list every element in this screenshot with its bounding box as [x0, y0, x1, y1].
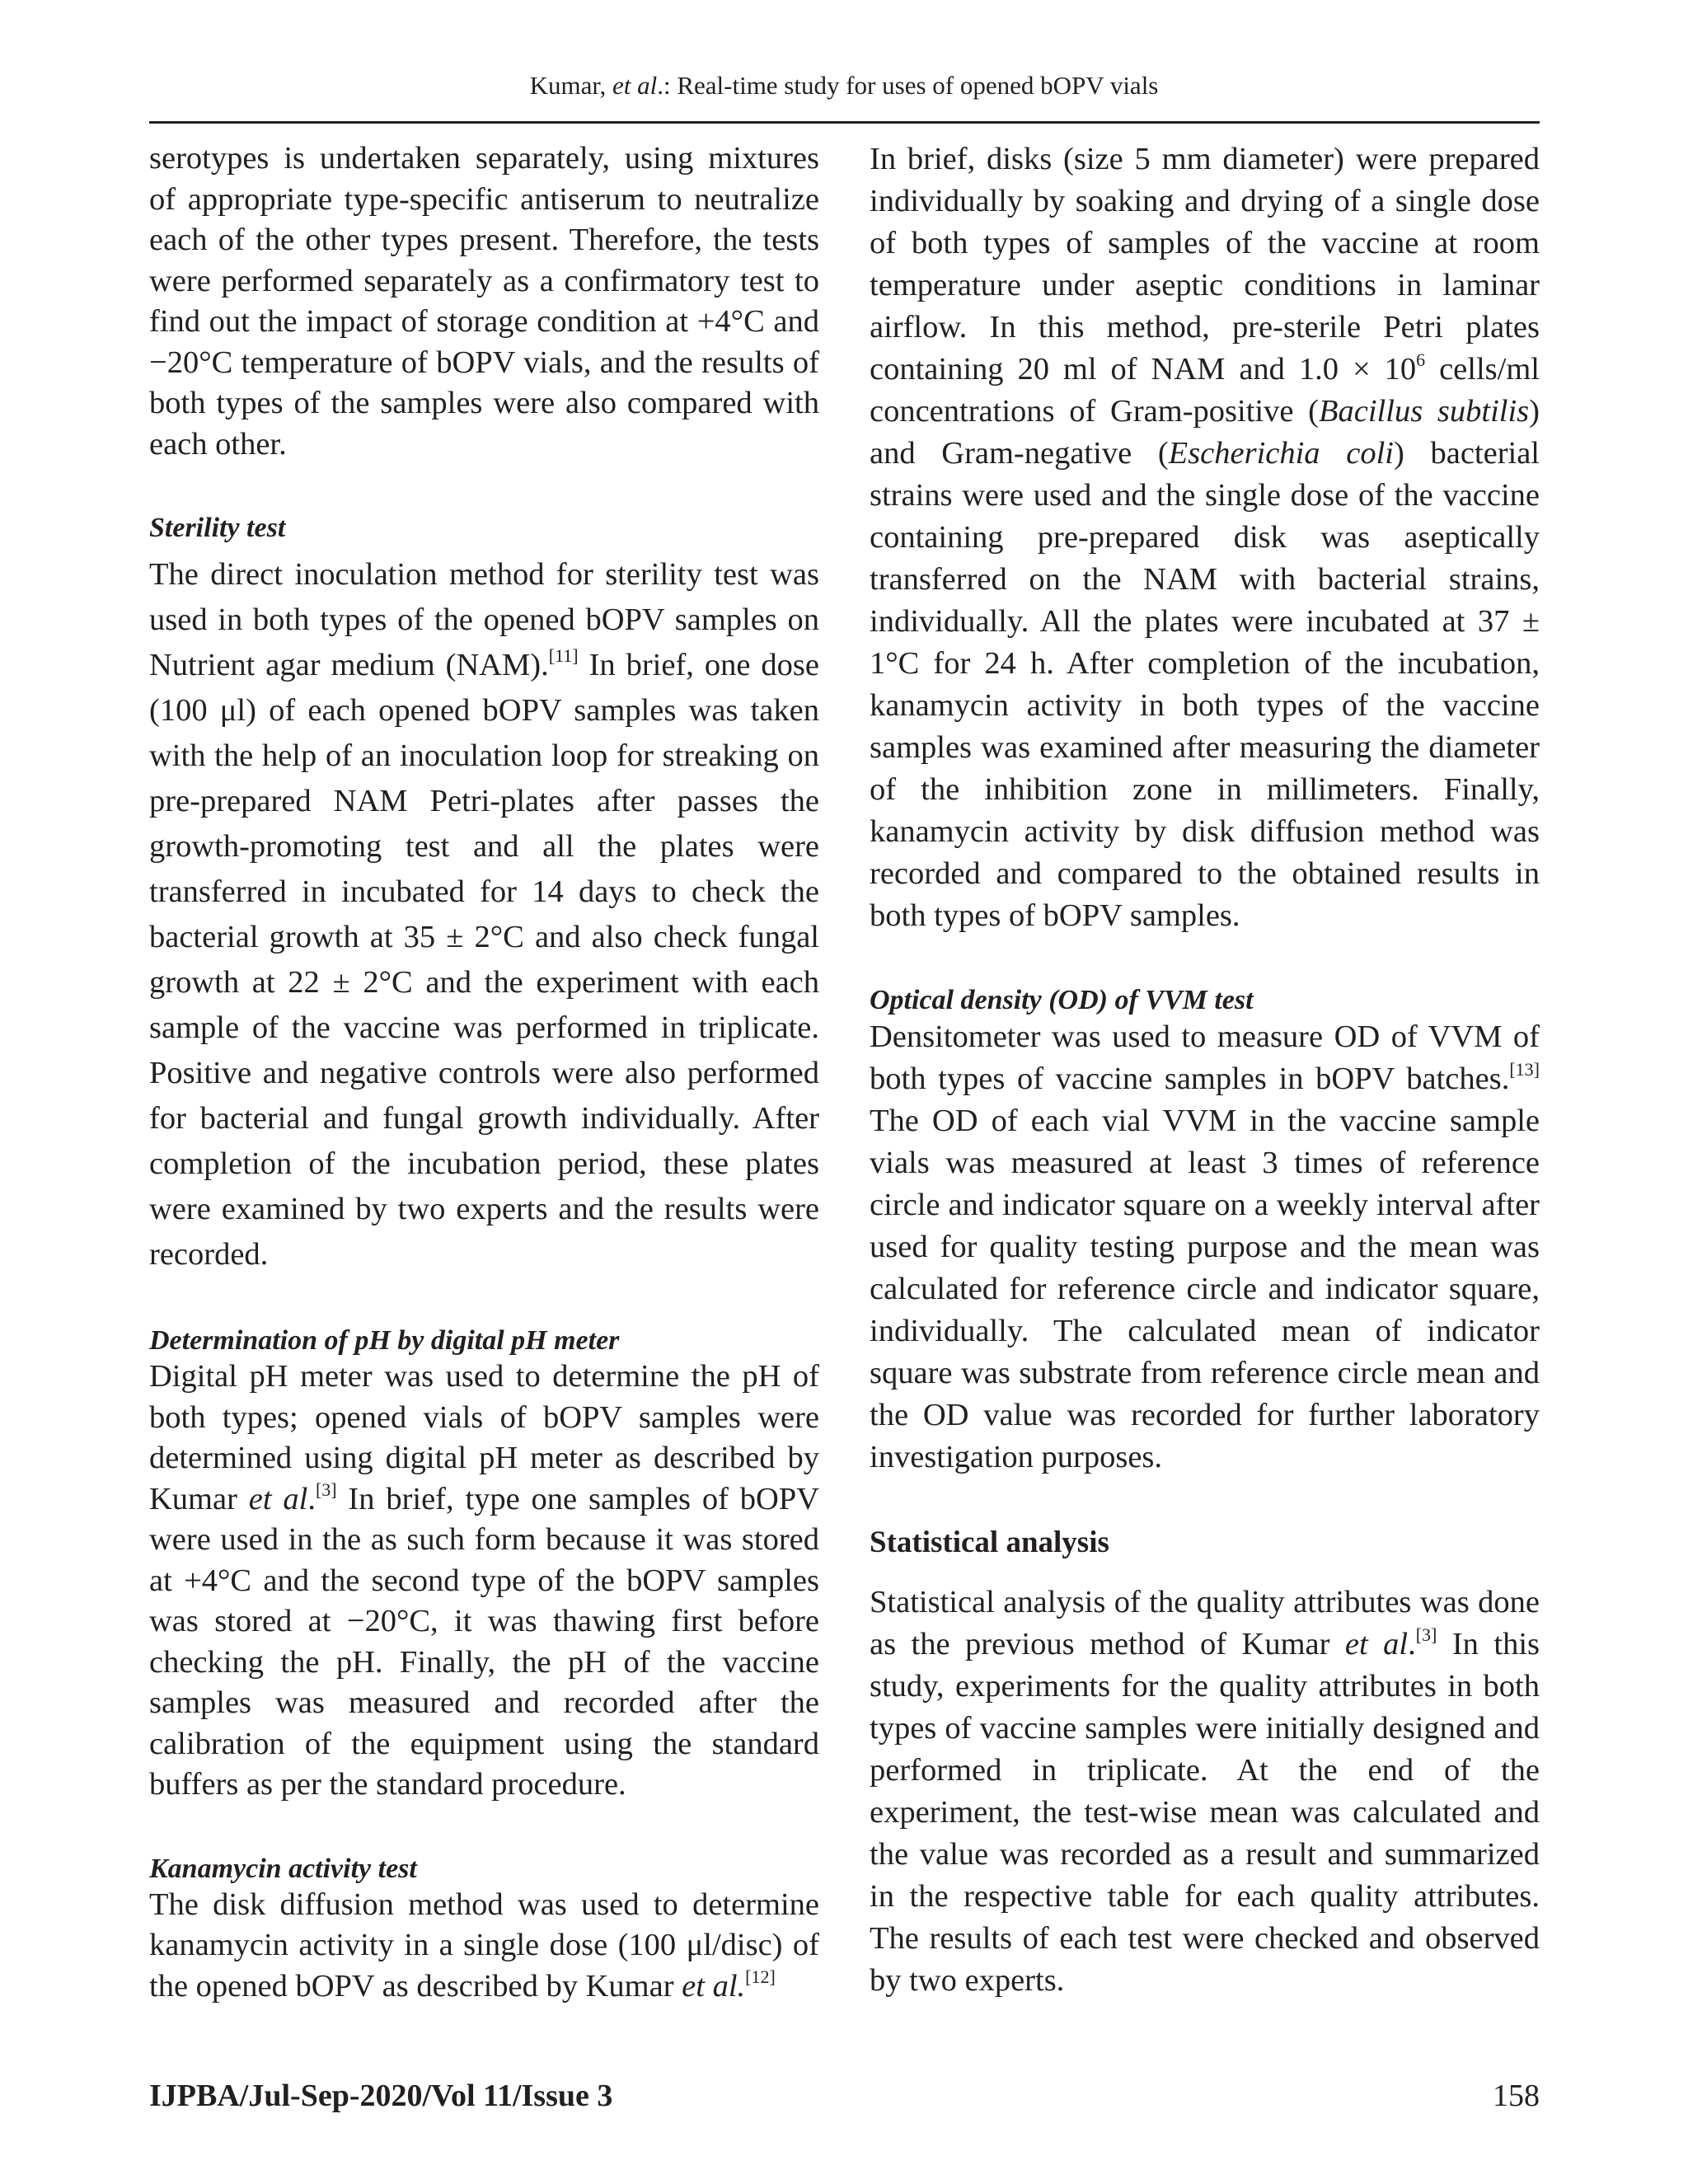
kanamycin-cont-text-b: cells/ml concentrations of Gram-positive ( [870, 352, 1540, 429]
kanamycin-heading: Kanamycin activity test [149, 1853, 417, 1884]
header-rule [149, 121, 1540, 124]
stat-text-b: In this study, experiments for the quality attributes in both types of vaccine samples were initially designed and performed in triplicate. At the end of the experiment, the test-wise mean was calculated and the value was recorded as a result and summarized in the respective table for each quality attributes. The results of each test were checked and observed by two experts. [870, 1627, 1540, 1998]
kanamycin-paragraph [149, 1885, 819, 2008]
sterility-text-b: In brief, one dose (100 μl) of each opened bOPV samples was taken with the help of an inoculation loop for streaking on pre-prepared NAM Petri-plates after passes the growth-promoting test and all the plates were transferred in incubated for 14 days to check the bacterial growth at 35 ± 2°C and also check fungal growth at 22 ± 2°C and the experiment with each sample of the vaccine was performed in triplicate. Positive and negative controls were also performed for bacterial and fungal growth individually. After completion of the incubation period, these plates were examined by two experts and the results were recorded. [149, 648, 819, 1272]
bacillus-subtilis: Bacillus subtilis [1319, 394, 1530, 429]
header-authors: Kumar, [529, 71, 612, 100]
ph-paragraph [149, 1357, 819, 1806]
citation-11: [11] [548, 645, 579, 666]
statistical-analysis-heading: Statistical analysis [870, 1526, 1109, 1559]
left-column [149, 138, 819, 2007]
citation-13: [13] [1509, 1059, 1540, 1080]
escherichia-coli: Escherichia coli [1168, 436, 1394, 471]
od-vvm-heading: Optical density (OD) of VVM test [870, 985, 1254, 1015]
ph-dot: . [307, 1481, 316, 1516]
journal-footer: IJPBA/Jul-Sep-2020/Vol 11/Issue 3 [149, 2079, 613, 2113]
running-header [0, 69, 1688, 102]
od-text-b: The OD of each vial VVM in the vaccine sample vials was measured at least 3 times of reference circle and indicator square on a weekly interval after used for quality testing purpose and the mean was calculated for reference circle and indicator square, individually. The calculated mean of indicator square was substrate from reference circle mean and the OD value was recorded for further laboratory investigation purposes. [870, 1104, 1540, 1474]
od-text-a: Densitometer was used to measure OD of VVM of both types of vaccine samples in bOPV batches. [870, 1019, 1540, 1096]
stat-et-al: et al [1344, 1627, 1409, 1661]
citation-12: [12] [745, 1966, 776, 1987]
kanamycin-cont-text-a: In brief, disks (size 5 mm diameter) were prepared individually by soaking and drying of a single dose of both types of samples of the vaccine at room temperature under aseptic conditions in laminar airflow. In this method, pre-sterile Petri plates containing 20 ml of NAM and 1.0 × 10 [870, 142, 1540, 387]
kanamycin-text-a: The disk diffusion method was used to determine kanamycin activity in a single dose (100 μl/disc) of the opened bOPV as described by Kumar [149, 1886, 819, 2004]
right-column [870, 138, 1540, 2002]
kanamycin-continued-paragraph [870, 138, 1540, 937]
kanamycin-cont-text-d: ) bacterial strains were used and the single dose of the vaccine containing pre-prepared disk was aseptically transferred on the NAM with bacterial strains, individually. All the plates were incubated at 37 ± 1°C for 24 h. After completion of the incubation, kanamycin activity in both types of the vaccine samples was examined after measuring the diameter of the inhibition zone in millimeters. Finally, kanamycin activity by disk diffusion method was recorded and compared to the obtained results in both types of bOPV samples. [870, 436, 1540, 933]
intro-paragraph: serotypes is undertaken separately, using mixtures of appropriate type-specific antiserum to neutralize each of the other types present. Therefore, the tests were performed separately as a confirmatory test to find out the impact of storage condition at +4°C and −20°C temperature of bOPV vials, and the results of both types of the samples were also compared with each other. [149, 141, 819, 462]
ph-heading: Determination of pH by digital pH meter [149, 1325, 620, 1356]
sterility-test-heading: Sterility test [149, 513, 286, 543]
ph-text-a: Digital pH meter was used to determine the pH of both types; opened vials of bOPV samples were determined using digital pH meter as described by Kumar [149, 1359, 819, 1516]
kanamycin-et-al: et al. [682, 1968, 746, 2004]
sterility-text-a: The direct inoculation method for sterility test was used in both types of the opened bOPV samples on Nutrient agar medium (NAM). [149, 557, 819, 682]
header-title: .: Real-time study for uses of opened bOPV vials [657, 71, 1159, 100]
stat-dot: . [1408, 1627, 1416, 1661]
statistical-analysis-paragraph [870, 1582, 1540, 2002]
exponent-6: 6 [1416, 349, 1426, 370]
kanamycin-cont-text-c: ) and Gram-negative ( [870, 394, 1540, 471]
citation-3: [3] [315, 1479, 337, 1500]
ph-et-al: et al [248, 1481, 308, 1516]
sterility-test-paragraph [149, 552, 819, 1277]
header-et-al: et al [612, 71, 658, 100]
page-number: 158 [1493, 2079, 1540, 2113]
stat-text-a: Statistical analysis of the quality attributes was done as the previous method of Kumar [870, 1585, 1540, 1661]
ph-text-b: In brief, type one samples of bOPV were used in the as such form because it was stored at +4°C and the second type of the bOPV samples was stored at −20°C, it was thawing first before checking the pH. Finally, the pH of the vaccine samples was measured and recorded after the calibration of the equipment using the standard buffers as per the standard procedure. [149, 1481, 819, 1802]
citation-3b: [3] [1415, 1624, 1437, 1645]
od-vvm-paragraph [870, 1016, 1540, 1479]
